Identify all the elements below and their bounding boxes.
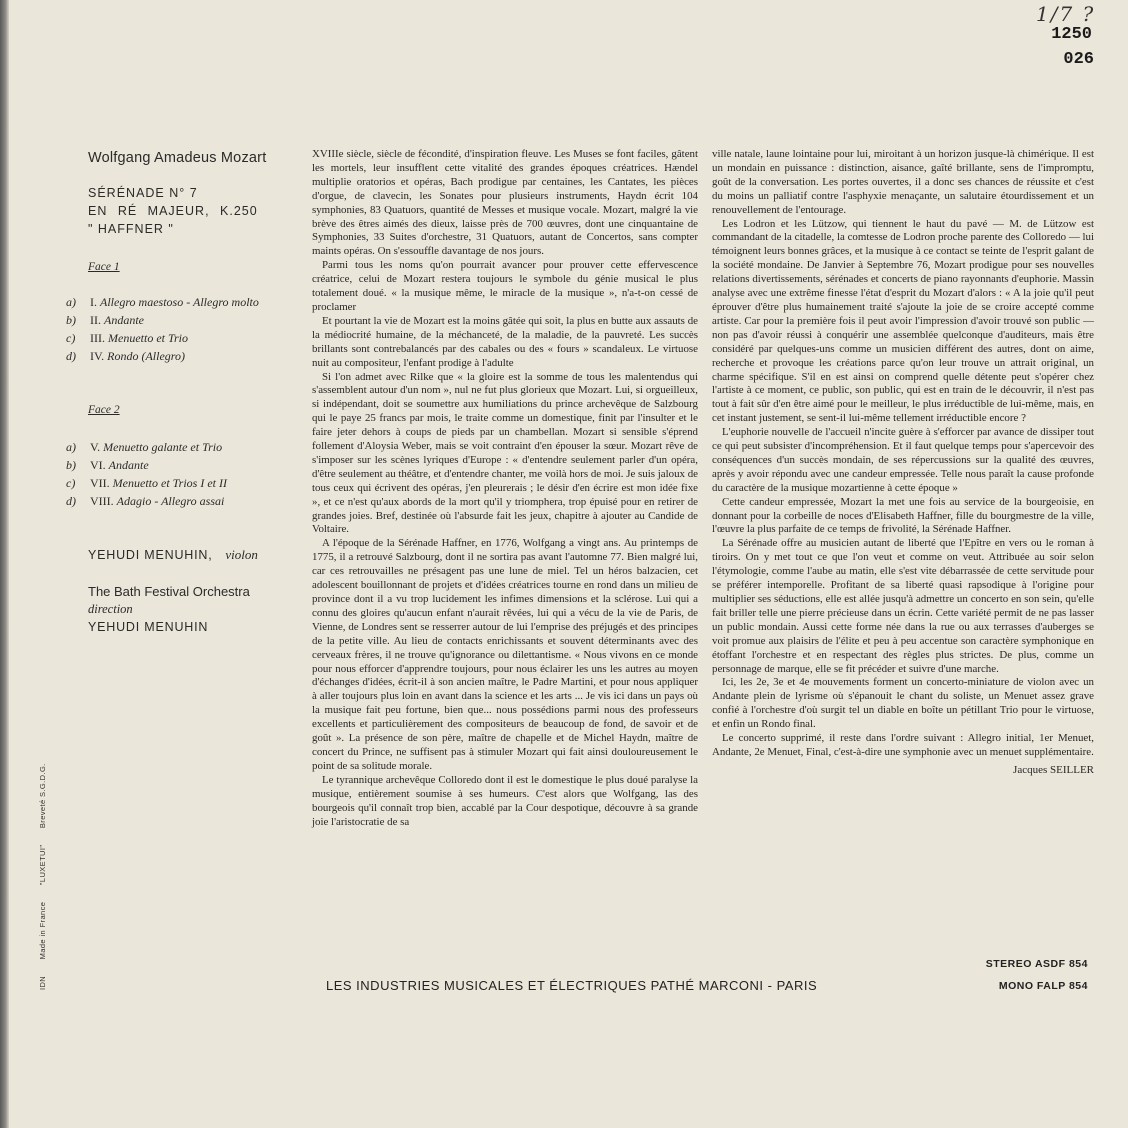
side-credit-brevet: Breveté S.G.D.G. <box>38 763 47 829</box>
catalog-number-top: 1250 <box>1051 25 1092 44</box>
track-title <box>90 313 144 328</box>
liner-paragraph: L'euphorie nouvelle de l'accueil n'incite guère à s'efforcer par avance de dissiper tout ce qui peut subsister d'incompréhension. Et il faut quelque temps pour s'apercevoir des conséquences d'un succès mondain, de ses répercussions sur la qualité des œuvres, après y avoir répondu avec une candeur empressée. Telle nous paraît la cause profonde du caractère de la musique mozartienne à cette époque » <box>712 426 1094 494</box>
track-movement: Adagio - Allegro assai <box>116 494 225 508</box>
liner-paragraph: Les Lodron et les Lützow, qui tiennent le haut du pavé — M. de Lützow est commandant de la citadelle, la comtesse de Lodron proche parente des Colloredo — lui témoignent leurs bonnes grâces, et la musique à ce contact se teinte de l'esprit galant de la société mondaine. De Janvier à Septembre 76, Mozart prodigue pour ses nouvelles relations divertissements, sérénades et concerts de piano rayonnants d'euphorie. Massin analyse avec une extrême finesse l'état d'esprit du Mozart d'alors : « A la joie qu'il peut éprouver d'être plus humainement traité s'ajoute la joie de se croire accepté comme artiste. Car pour la première fois il peut avoir l'impression d'avoir trouvé son public — non pas d'avoir réussi à conquérir une assemblée quelconque d'auditeurs, mais être considéré par quelques-uns comme un musicien différent des autres, dont on aime, recherche et provoque les créations parce qu'on leur trouve un attrait original, un charme spécifique. S'il en est ainsi on comprend quelle détente peut s'opérer chez l'artiste à ce moment, ce public, son public, qui est en train de le découvrir, il n'est pas tout à fait sûr d'en être aimé pour le meilleur, le plus irréductible de lui-même, mais, en cet instant justement, se sent-il lui-même tellement irréductible encore ? <box>712 217 1094 425</box>
track-title <box>90 349 185 364</box>
liner-paragraph: XVIIIe siècle, siècle de fécondité, d'inspiration fleuve. Les Muses se font faciles, gâtent les mortels, leur insufflent cette vitalité des grandes époques créatrices. Hændel multiplie oratorios et opéras, Bach prodigue par centaines, les Cantates, les pièces d'orgue, de clavecin, les Sonates pour plusieurs instruments, Haydn écrit 104 symphonies, 83 Quatuors, quantité de Messes et musique vocale. Mozart, malgré la vie brève des êtres aimés des dieux, laisse près de 700 œuvres, dont une cinquantaine de Symphonies, 33 Suites d'orchestre, 31 Quatuors, autant de Concertos, sans compter maints opéras. On s'essouffle davantage de nos jours. <box>312 148 698 258</box>
publisher-line: LES INDUSTRIES MUSICALES ET ÉLECTRIQUES PATHÉ MARCONI - PARIS <box>326 978 818 993</box>
stereo-reference: STEREO ASDF 854 <box>985 958 1088 970</box>
track-movement: Menuetto galante et Trio <box>103 440 223 454</box>
liner-paragraph: Ici, les 2e, 3e et 4e mouvements forment un concerto-miniature de violon avec un Andante plein de lyrisme où s'épanouit le chant du soliste, un Menuet assez grave confié à l'orchestre d'où surgit tel un diable en boîte un pétillant Trio pour le virtuose, et enfin un Rondo final. <box>712 676 1094 731</box>
track-numeral: II. <box>90 313 104 327</box>
track-movement: Andante <box>104 313 144 327</box>
soloist-instrument: violon <box>225 547 258 562</box>
track-numeral: VI. <box>90 458 109 472</box>
liner-notes-column-1 <box>312 148 698 829</box>
track-movement: Menuetto et Trio <box>108 331 188 345</box>
track-movement: Allegro maestoso - Allegro molto <box>100 295 259 309</box>
track-numeral: III. <box>90 331 108 345</box>
track-letter: d) <box>66 494 76 508</box>
track-title <box>90 440 222 455</box>
liner-paragraph: La Sérénade offre au musicien autant de liberté que l'Epître en vers ou le roman à tiroirs. On y met tout ce que l'on veut et comme on veut. Attribuée au soir selon l'étymologie, comme l'aube au matin, elle s'est vite débarrassée de cette servitude pour se préférer intemporelle. Profitant de sa liberté quasi rapsodique à l'origine pour multiplier ses séductions, elle est allée jusqu'à admettre un concerto en son sein, qu'elle fait briller telle une pierre précieuse dans un écrin. Cette variété permit de ne pas lasser un public mondain. Aussi cette forme née dans la rue ou aux terrasses d'auberges se voit promue aux plaisirs de l'élite et peu à peu accentue son caractère symphonique en étoffant l'orchestre et en respectant des règles plus strictes. De plus, comme un personnage de marque, elle se fit précéder et suivre d'une marche. <box>712 537 1094 675</box>
track-numeral: V. <box>90 440 104 454</box>
track-title <box>90 458 149 473</box>
work-title-line3: " HAFFNER " <box>88 222 174 236</box>
track-movement: Menuetto et Trios I et II <box>112 476 227 490</box>
track-movement: Rondo (Allegro) <box>107 349 185 363</box>
liner-notes-column-2 <box>712 148 1094 778</box>
track-numeral: VIII. <box>90 494 117 508</box>
composer-name: Wolfgang Amadeus Mozart <box>88 150 267 166</box>
side-credit-printer: "LUXETUI" <box>38 844 47 886</box>
track-title <box>90 494 224 509</box>
track-numeral: VII. <box>90 476 113 490</box>
soloist-name: YEHUDI MENUHIN, <box>88 548 213 562</box>
liner-paragraph: ville natale, laune lointaine pour lui, miroitant à un horizon jusque-là chimérique. Il est un mondain en puissance : distinction, aisance, gaîté brillante, sens de l'impromptu, goût de la conversation. Les portes ouvertes, il a donc ses chances de réussite et c'est du moins un palliatif contre l'asphyxie menaçante, un salutaire étourdissement et un renouvellement de l'entourage. <box>712 148 1094 216</box>
face-2-label: Face 2 <box>88 404 120 416</box>
album-spine-edge <box>0 0 9 1128</box>
side-manufacturing-credit <box>38 749 47 990</box>
liner-paragraph: Parmi tous les noms qu'on pourrait avancer pour prouver cette effervescence créatrice, celui de Mozart restera toujours le symbole du génie musical le plus totalement doué. « la musique même, le miracle de la musique », n'a-t-on cessé de proclamer <box>312 259 698 313</box>
direction-label: direction <box>88 602 133 616</box>
side-credit-code: IDN <box>38 975 47 990</box>
liner-paragraph: Le tyrannique archevêque Colloredo dont il est le domestique le plus doué paralyse la musique, entièrement soumise à ses humeurs. C'est alors que Wolfgang, las des bourgeois qu'il connaît trop bien, accablé par la Cour despotique, découvre à sa grande joie l'aristocratie de sa <box>312 773 698 828</box>
face-1-label: Face 1 <box>88 261 120 273</box>
mono-reference: MONO FALP 854 <box>998 980 1088 992</box>
orchestra-name: The Bath Festival Orchestra <box>88 584 250 599</box>
conductor-name: YEHUDI MENUHIN <box>88 620 209 634</box>
track-movement: Andante <box>108 458 149 472</box>
catalog-number-bottom: 026 <box>1063 50 1094 69</box>
liner-paragraph: Et pourtant la vie de Mozart est la moins gâtée qui soit, la plus en butte aux assauts de la médiocrité humaine, de la méchanceté, de la maladie, de la pauvreté. Les succès brillants sont contrebalancés par des cabales ou des « fours » scandaleux. Le virtuose nuit au compositeur, l'enfant prodige à l'adulte <box>312 314 698 369</box>
handwritten-note: 1/7 ? <box>1036 2 1096 26</box>
track-letter: b) <box>66 313 76 327</box>
track-letter: b) <box>66 458 76 472</box>
side-credit-made-in: Made in France <box>38 901 47 960</box>
track-letter: a) <box>66 295 76 309</box>
liner-paragraph: Cette candeur empressée, Mozart la met une fois au service de la bourgeoisie, en donnant pour la corbeille de noces d'Elisabeth Haffner, fille du bourgmestre de la ville, l'œuvre la plus parfaite de ce temps de frivolité, la Sérénade Haffner. <box>712 495 1094 536</box>
track-letter: d) <box>66 349 76 363</box>
track-title <box>90 476 227 491</box>
track-letter: c) <box>66 476 76 490</box>
soloist-credit <box>88 547 258 563</box>
work-title-line1: SÉRÉNADE N° 7 <box>88 186 198 200</box>
work-title-line2: EN RÉ MAJEUR, K.250 <box>88 204 258 218</box>
track-title <box>90 295 259 310</box>
liner-paragraph: Le concerto supprimé, il reste dans l'ordre suivant : Allegro initial, 1er Menuet, Andante, 2e Menuet, Final, c'est-à-dire une symphonie avec un menuet supplémentaire. <box>712 732 1094 758</box>
liner-notes-author: Jacques SEILLER <box>1013 763 1094 776</box>
liner-paragraph: A l'époque de la Sérénade Haffner, en 1776, Wolfgang a vingt ans. Au printemps de 1775, il a retrouvé Salzbourg, dont il ne sortira pas avant l'automne 77. Bien malgré lui, car ces retrouvailles ne présagent pas une lune de miel. Tel un héros balzacien, cet adolescent bouillonnant de projets et d'idées créatrices tourne en rond dans un milieu de province dont il a vu trop lucidement les infimes dimensions et la sclérose. Lui qui a connu des gloires qu'aucun enfant n'aurait rêvées, lui qui a vécu de la vie de Paris, de Vienne, de Londres sent se resserrer autour de lui l'emprise des préjugés et des principes de la petite ville. Au lieu de contacts enrichissants et souvent déterminants avec des cerveaux frères, il ne trouve qu'ignorance ou dilettantisme. « Nous vivons en ce monde pour nous efforcer d'apprendre toujours, pour nous éclairer les uns les autres au moyen d'échanges d'idées, écrit-il à son ancien maître, le Padre Martini, et pour nous appliquer à aller toujours plus loin en avant dans la science et les arts ... Je vis ici dans un pays où la musique fait peu fortune, bien que... nous possédions parmi nous des professeurs excellents et particulièrement des compositeurs de beaucoup de fond, de savoir et de goût ». La présence de son père, maître de chapelle et de Michel Haydn, maître de concert du Prince, ne suffisent pas à stimuler Mozart qui fait ainsi douloureusement le point de sa solitude morale. <box>312 537 698 772</box>
track-letter: a) <box>66 440 76 454</box>
track-numeral: I. <box>90 295 100 309</box>
track-title <box>90 331 188 346</box>
track-letter: c) <box>66 331 76 345</box>
liner-paragraph: Si l'on admet avec Rilke que « la gloire est la somme de tous les malentendus qui s'assemblent autour d'un nom », nul ne fut plus glorieux que Mozart. Lui, si orgueilleux, si indépendant, doit se soumettre aux humiliations du prince archevêque de Salzbourg qui le paye 25 francs par mois, le traite comme un domestique, finit par l'insulter et le faire jeter dehors à coups de pieds par un chambellan. Mozart si sensible s'éprend follement d'Aloysia Weber, mais se voit contraint d'en épouser la sœur. Mozart rêve de s'imposer sur les scènes lyriques d'Europe : « d'entendre seulement parler d'un opéra, d'être seulement au théâtre, et d'entendre chanter, me voilà hors de moi. Je suis jaloux de tous ceux qui écrivent des opéras, j'en pleurerais ; le désir d'en écrire est mon idée fixe », et ce n'est qu'aux abords de la mort qu'il y triomphera, trop épuisé pour en retirer de grandes joies. Bref, destinée où l'absurde fait les jeux, chapitre à ajouter au Candide de Voltaire. <box>312 370 698 536</box>
track-numeral: IV. <box>90 349 108 363</box>
